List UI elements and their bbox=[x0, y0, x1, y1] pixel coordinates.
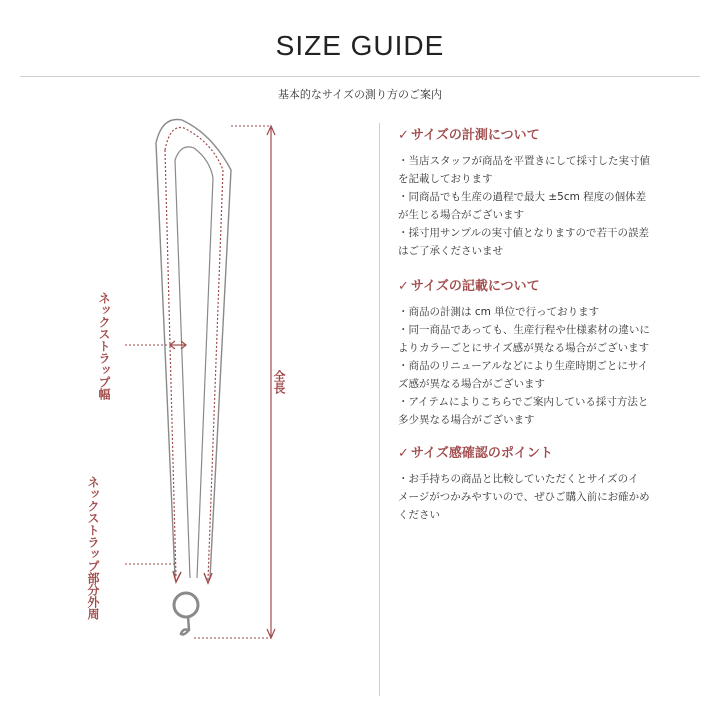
label-strap-circumference: ネックストラップ部分外周 bbox=[86, 476, 100, 620]
section-heading-text: サイズの記載について bbox=[410, 279, 540, 294]
section-measurement bbox=[398, 124, 698, 260]
list-item: ・採寸用サンプルの実寸値となりますので若干の誤差 bbox=[398, 227, 650, 239]
list-item: ・当店スタッフが商品を平置きにして採寸した実寸値 bbox=[398, 155, 650, 167]
section-notation bbox=[398, 275, 698, 429]
list-item: ・同一商品であっても、生産行程や仕様素材の違いに bbox=[398, 324, 650, 336]
list-item: ・商品のリニューアルなどにより生産時期ごとにサイ bbox=[398, 360, 649, 372]
list-item: が生じる場合がございます bbox=[398, 209, 524, 221]
list-item: ズ感が異なる場合がございます bbox=[398, 378, 545, 390]
list-item: メージがつかみやすいので、ぜひご購入前にお確かめ bbox=[398, 491, 650, 503]
list-item: 多少異なる場合がございます bbox=[398, 414, 535, 426]
page-subtitle: 基本的なサイズの測り方のご案内 bbox=[277, 88, 443, 101]
list-item: はご了承くださいませ bbox=[398, 245, 503, 257]
section-heading bbox=[398, 124, 698, 143]
section-heading bbox=[398, 442, 698, 461]
label-strap-width: ネックストラップ幅 bbox=[97, 292, 111, 400]
swivel-clip bbox=[181, 616, 189, 635]
section-heading-text: サイズ感確認のポイント bbox=[410, 446, 553, 461]
label-total-length: 全長 bbox=[272, 370, 286, 394]
list-item: ・同商品でも生産の過程で最大 ±5cm 程度の個体差 bbox=[398, 191, 647, 203]
check-icon: ✓ bbox=[398, 128, 409, 143]
lanyard-outer-outline bbox=[156, 119, 231, 578]
section-heading-text: サイズの計測について bbox=[410, 128, 540, 143]
section-fit-points bbox=[398, 442, 698, 524]
lanyard-inner-outline bbox=[175, 147, 213, 578]
check-icon: ✓ bbox=[398, 446, 409, 461]
key-ring bbox=[174, 593, 198, 617]
list-item: ・アイテムによりこちらでご案内している採寸方法と bbox=[398, 396, 649, 408]
page-title: SIZE GUIDE bbox=[275, 30, 445, 61]
list-item: ・商品の計測は cm 単位で行っております bbox=[398, 306, 600, 318]
list-item: ください bbox=[398, 509, 440, 521]
circumference-left-line bbox=[165, 150, 176, 578]
check-icon: ✓ bbox=[398, 279, 409, 294]
list-item: を記載しております bbox=[398, 173, 493, 185]
list-item: ・お手持ちの商品と比較していただくとサイズのイ bbox=[398, 473, 639, 485]
list-item: よりカラーごとにサイズ感が異なる場合がございます bbox=[398, 342, 650, 354]
section-heading bbox=[398, 275, 698, 294]
